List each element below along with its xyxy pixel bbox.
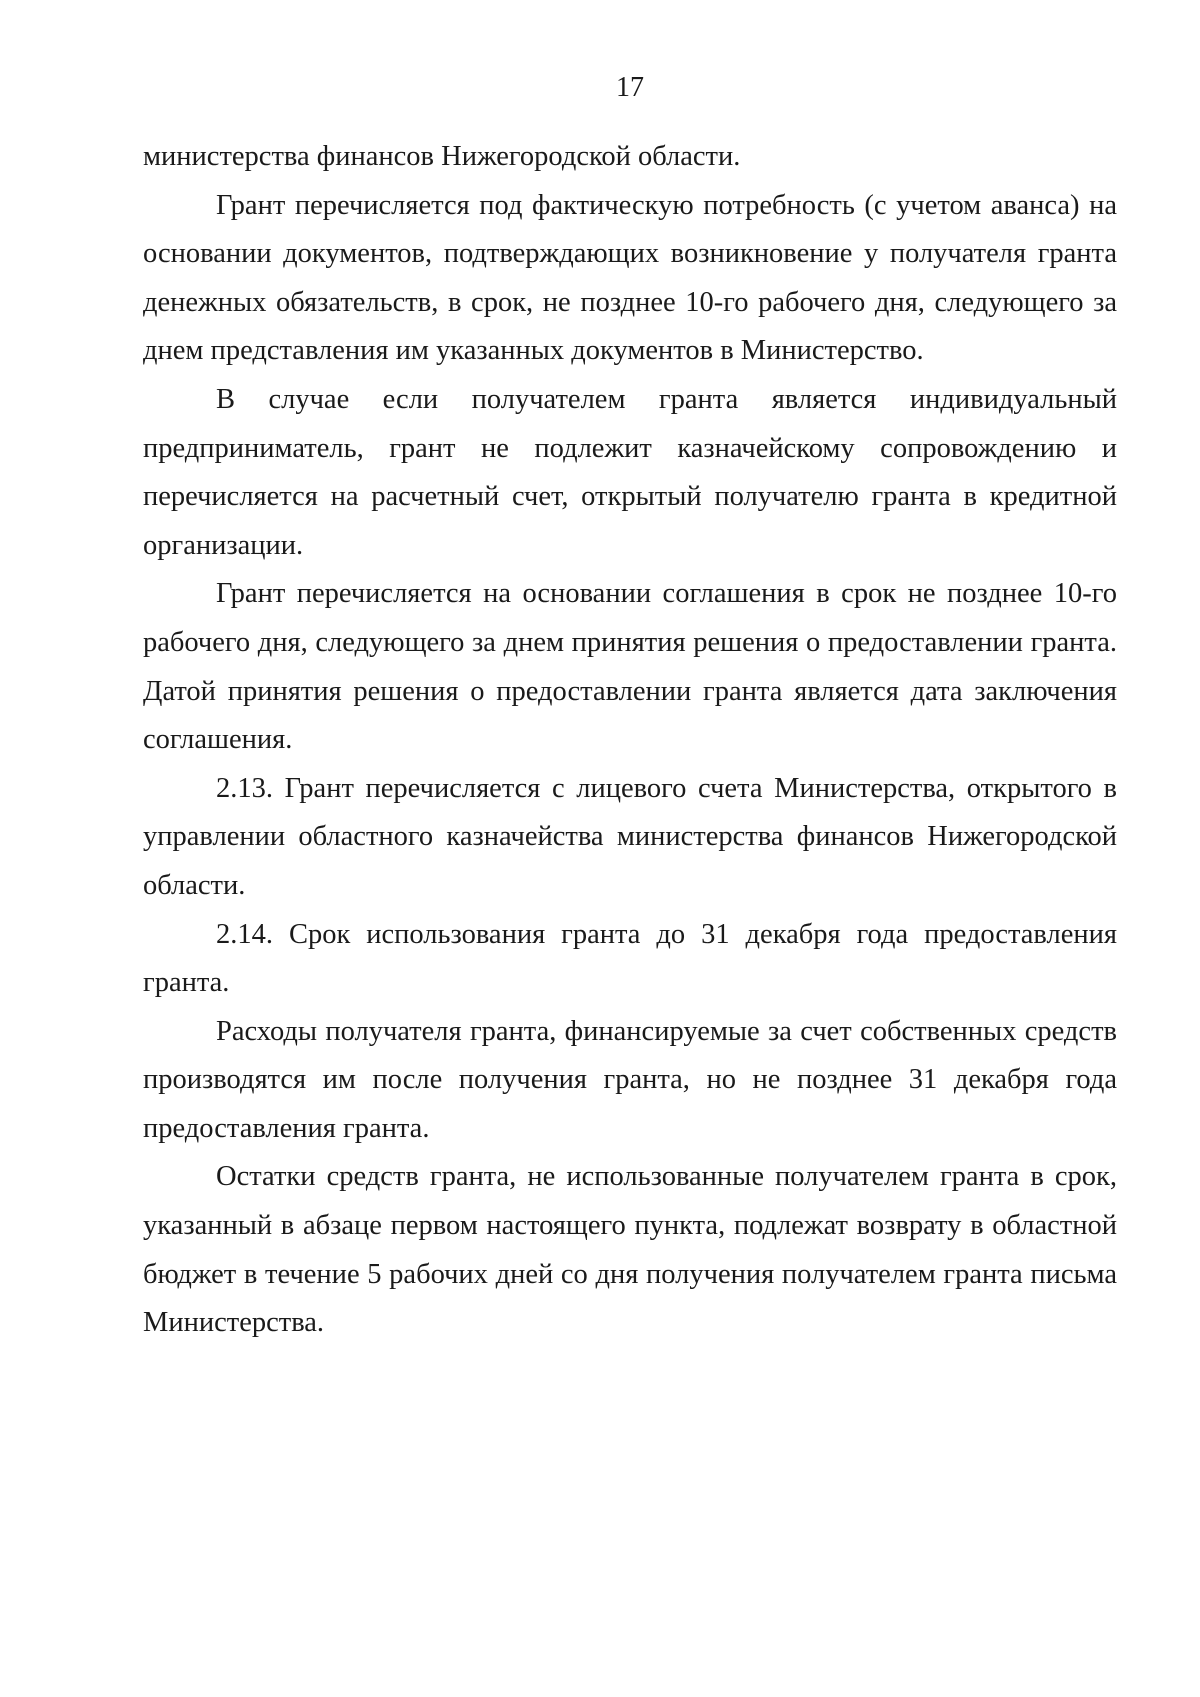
paragraph-own-funds-expenses: Расходы получателя гранта, финансируемые за счет собственных средств производятся им после получения гранта, но не позднее 31 декабря года предоставления гранта. <box>143 1015 1117 1144</box>
paragraph-clause-2-14: 2.14. Срок использования гранта до 31 декабря года предоставления гранта. <box>143 918 1117 999</box>
document-body <box>143 133 1117 1348</box>
paragraph-clause-2-13: 2.13. Грант перечисляется с лицевого счета Министерства, открытого в управлении областного казначейства министерства финансов Нижегородской области. <box>143 772 1117 901</box>
page-number: 17 <box>616 72 644 103</box>
paragraph-grant-agreement: Грант перечисляется на основании соглашения в срок не позднее 10-го рабочего дня, следующего за днем принятия решения о предоставлении гранта. Датой принятия решения о предоставлении гранта является дата заключения соглашения. <box>143 578 1117 756</box>
paragraph-grant-transfer-need: Грант перечисляется под фактическую потребность (с учетом аванса) на основании документов, подтверждающих возникновение у получателя гранта денежных обязательств, в срок, не позднее 10-го рабочего дня, следующего за днем представления им указанных документов в Министерство. <box>143 189 1117 367</box>
paragraph-unused-funds-return: Остатки средств гранта, не использованные получателем гранта в срок, указанный в абзаце первом настоящего пункта, подлежат возврату в областной бюджет в течение 5 рабочих дней со дня получения получателем гранта письма Министерства. <box>143 1161 1117 1339</box>
paragraph-continuation: министерства финансов Нижегородской области. <box>143 141 741 172</box>
paragraph-individual-entrepreneur: В случае если получателем гранта является индивидуальный предприниматель, грант не подлежит казначейскому сопровождению и перечисляется на расчетный счет, открытый получателю гранта в кредитной организации. <box>143 383 1117 561</box>
